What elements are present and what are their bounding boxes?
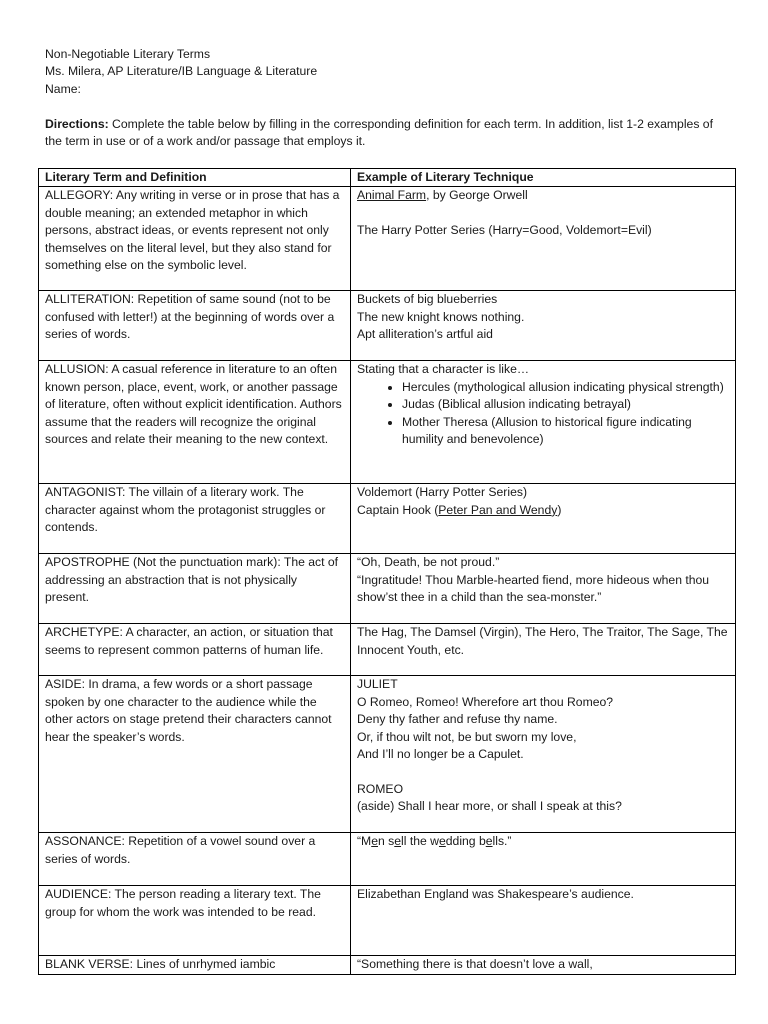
term-definition-cell — [39, 676, 351, 833]
term-definition: ALLUSION: A casual reference in literature to an often known person, place, event, work, or another passage of literature, often without explicit identification. Authors assume that the readers will recognize the original sources and relate their meaning to the new context. — [45, 362, 342, 447]
script-line: Deny thy father and refuse thy name. — [357, 712, 558, 727]
script-line: O Romeo, Romeo! Wherefore art thou Romeo? — [357, 694, 614, 709]
work-title: Animal Farm — [357, 188, 427, 203]
teacher-line: Ms. Milera, AP Literature/IB Language & Literature — [45, 64, 318, 79]
table-row — [39, 554, 736, 624]
example-text: Stating that a character is like… — [357, 362, 530, 377]
underlined-vowel: e — [371, 834, 378, 849]
example-text: The Hag, The Damsel (Virgin), The Hero, The Traitor, The Sage, The Innocent Youth, etc. — [357, 625, 728, 657]
directions-text: Complete the table below by filling in the corresponding definition for each term. In addition, list 1-2 examples of the term in use or of a work and/or passage that employs it. — [45, 117, 713, 149]
term-definition-cell — [39, 361, 351, 484]
table-row — [39, 956, 736, 974]
example-cell — [351, 676, 736, 833]
example-cell — [351, 833, 736, 886]
example-text: ) — [557, 502, 562, 517]
example-cell — [351, 956, 736, 974]
term-definition: ASSONANCE: Repetition of a vowel sound over a series of words. — [45, 834, 316, 866]
term-definition: ALLITERATION: Repetition of same sound (not to be confused with letter!) at the beginning of words over a series of words. — [45, 292, 335, 342]
term-definition: APOSTROPHE (Not the punctuation mark): The act of addressing an abstraction that is not physically present. — [45, 555, 339, 605]
example-text: “Something there is that doesn’t love a wall, — [357, 957, 593, 972]
example-cell — [351, 484, 736, 554]
example-text: The new knight knows nothing. — [357, 309, 525, 324]
work-title: Peter Pan and Wendy — [438, 502, 558, 517]
underlined-vowel: e — [394, 834, 402, 849]
term-definition-cell — [39, 624, 351, 676]
table-row — [39, 676, 736, 833]
script-line: ROMEO — [357, 781, 404, 796]
example-text: “Men sell the wedding bells.” — [357, 834, 512, 849]
name-label: Name: — [45, 81, 81, 96]
example-cell — [351, 886, 736, 956]
example-cell — [351, 187, 736, 291]
underlined-vowel: e — [438, 834, 446, 849]
script-line: Or, if thou wilt not, be but sworn my love, — [357, 729, 577, 744]
script-line: And I’ll no longer be a Capulet. — [357, 747, 524, 762]
term-definition: BLANK VERSE: Lines of unrhymed iambic — [45, 957, 276, 972]
script-line: (aside) Shall I hear more, or shall I speak at this? — [357, 799, 622, 814]
term-definition: AUDIENCE: The person reading a literary text. The group for whom the work was intended to be read. — [45, 887, 321, 919]
underlined-vowel: e — [485, 834, 493, 849]
column-header-example: Example of Literary Technique — [351, 169, 736, 187]
table-row — [39, 187, 736, 291]
document-header — [45, 46, 725, 98]
table-row — [39, 886, 736, 956]
example-text: Elizabethan England was Shakespeare’s audience. — [357, 887, 634, 902]
directions-paragraph — [45, 116, 725, 151]
example-text: , by George Orwell — [426, 188, 528, 203]
column-header-term: Literary Term and Definition — [39, 169, 351, 187]
example-text: Buckets of big blueberries — [357, 292, 498, 307]
example-cell — [351, 361, 736, 484]
table-row — [39, 291, 736, 361]
example-text: Captain Hook ( — [357, 502, 439, 517]
list-item: • Mother Theresa (Allusion to historical figure indicating humility and benevolence) — [402, 414, 729, 449]
example-text: Voldemort (Harry Potter Series) — [357, 485, 527, 500]
table-header-row — [39, 169, 736, 187]
term-definition-cell — [39, 187, 351, 291]
term-definition-cell — [39, 833, 351, 886]
directions-label: Directions: — [45, 117, 109, 131]
table-row — [39, 361, 736, 484]
table-row — [39, 833, 736, 886]
term-definition: ANTAGONIST: The villain of a literary work. The character against whom the protagonist struggles or contends. — [45, 485, 326, 535]
term-definition-cell — [39, 291, 351, 361]
script-line: JULIET — [357, 677, 398, 692]
example-list — [357, 379, 729, 449]
term-definition: ALLEGORY: Any writing in verse or in prose that has a double meaning; an extended metaphor in which persons, abstract ideas, or events represent not only themselves on the literal level, but they also stand for something else on the symbolic level. — [45, 188, 340, 273]
term-definition: ARCHETYPE: A character, an action, or situation that seems to represent common patterns of human life. — [45, 625, 333, 657]
literary-terms-table — [38, 168, 736, 975]
term-definition-cell — [39, 484, 351, 554]
example-text: Apt alliteration’s artful aid — [357, 327, 493, 342]
table-row — [39, 624, 736, 676]
example-text: The Harry Potter Series (Harry=Good, Voldemort=Evil) — [357, 223, 652, 238]
list-item: • Judas (Biblical allusion indicating betrayal) — [402, 396, 729, 413]
document-title: Non-Negotiable Literary Terms — [45, 47, 211, 61]
example-text: “Ingratitude! Thou Marble-hearted fiend, more hideous when thou show’st thee in a child than the sea-monster.” — [357, 572, 710, 605]
table-row — [39, 484, 736, 554]
list-item: • Hercules (mythological allusion indicating physical strength) — [402, 379, 729, 396]
example-cell — [351, 624, 736, 676]
example-cell — [351, 554, 736, 624]
example-text: “Oh, Death, be not proud.” — [357, 555, 500, 570]
term-definition: ASIDE: In drama, a few words or a short passage spoken by one character to the audience while the other actors on stage pretend their characters cannot hear the speaker’s words. — [45, 677, 332, 744]
example-cell — [351, 291, 736, 361]
term-definition-cell — [39, 956, 351, 974]
term-definition-cell — [39, 886, 351, 956]
term-definition-cell — [39, 554, 351, 624]
